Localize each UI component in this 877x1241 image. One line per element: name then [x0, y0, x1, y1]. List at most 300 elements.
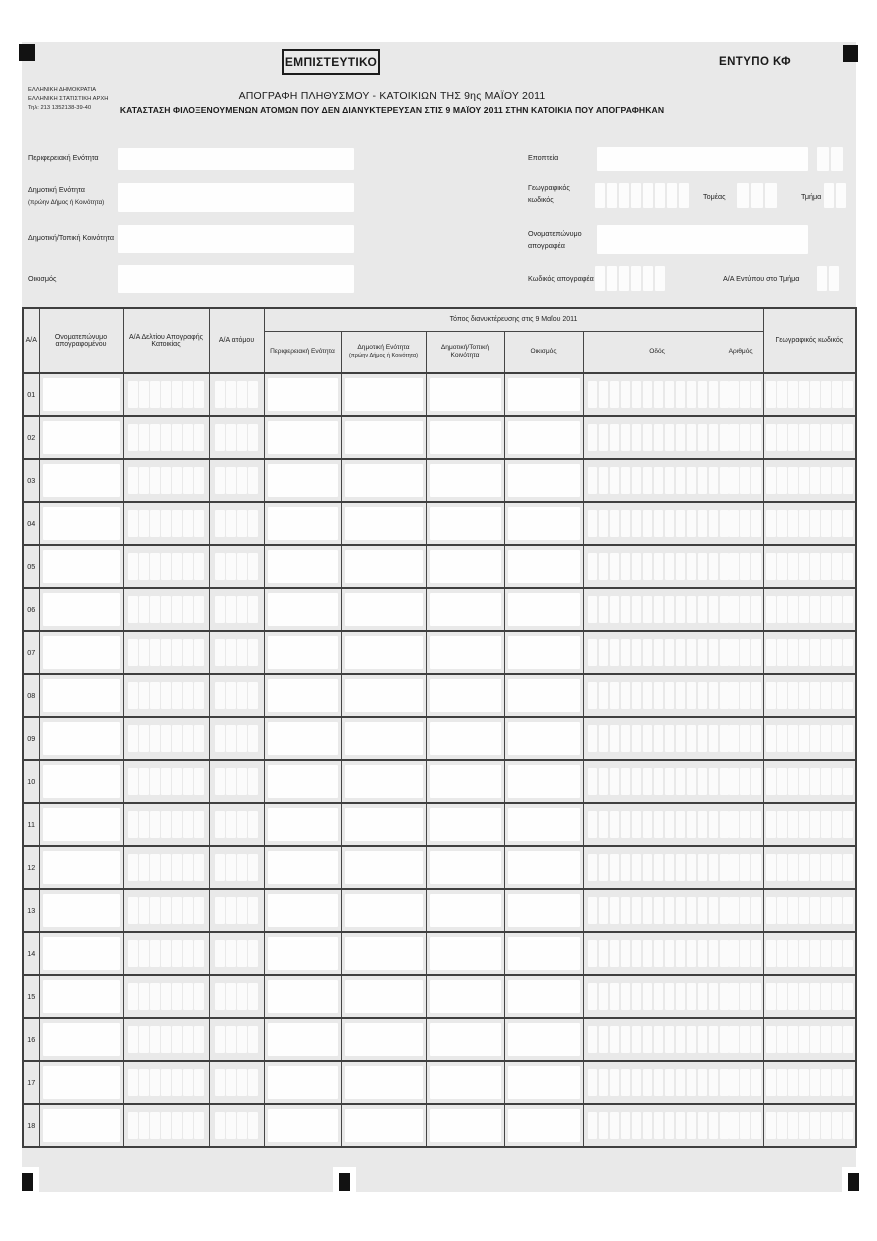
- char-box[interactable]: [595, 266, 605, 291]
- char-box[interactable]: [150, 983, 160, 1010]
- char-box[interactable]: [632, 424, 642, 451]
- char-box[interactable]: [832, 897, 842, 924]
- char-box[interactable]: [226, 811, 236, 838]
- char-box[interactable]: [150, 1112, 160, 1139]
- char-box[interactable]: [215, 854, 225, 881]
- char-box[interactable]: [139, 811, 149, 838]
- char-box[interactable]: [643, 596, 653, 623]
- char-box[interactable]: [237, 854, 247, 881]
- char-box[interactable]: [766, 682, 776, 709]
- char-box[interactable]: [832, 983, 842, 1010]
- char-box[interactable]: [687, 983, 697, 1010]
- row-geo-code-input[interactable]: [764, 718, 856, 759]
- char-box[interactable]: [788, 596, 798, 623]
- char-box[interactable]: [709, 983, 719, 1010]
- char-box[interactable]: [654, 897, 664, 924]
- char-box[interactable]: [237, 639, 247, 666]
- row-geo-code-input[interactable]: [764, 1105, 856, 1146]
- row-regional-unit-input[interactable]: [268, 722, 338, 755]
- municipal-local-community-input[interactable]: [118, 225, 354, 253]
- enumerator-name-input[interactable]: [597, 225, 808, 254]
- char-box[interactable]: [788, 467, 798, 494]
- char-box[interactable]: [709, 510, 719, 537]
- char-box[interactable]: [607, 266, 617, 291]
- char-box[interactable]: [215, 682, 225, 709]
- char-box[interactable]: [172, 424, 182, 451]
- row-street-number-input[interactable]: [729, 682, 761, 709]
- char-box[interactable]: [610, 596, 620, 623]
- char-box[interactable]: [698, 854, 708, 881]
- char-box[interactable]: [237, 1026, 247, 1053]
- char-box[interactable]: [248, 1069, 258, 1096]
- char-box[interactable]: [599, 768, 609, 795]
- char-box[interactable]: [643, 266, 653, 291]
- char-box[interactable]: [183, 854, 193, 881]
- row-municipal-local-community-input[interactable]: [430, 1023, 501, 1056]
- char-box[interactable]: [610, 725, 620, 752]
- char-box[interactable]: [832, 854, 842, 881]
- char-box[interactable]: [777, 682, 787, 709]
- char-box[interactable]: [588, 940, 598, 967]
- row-street-input[interactable]: [588, 553, 730, 580]
- char-box[interactable]: [139, 596, 149, 623]
- char-box[interactable]: [766, 467, 776, 494]
- char-box[interactable]: [237, 725, 247, 752]
- char-box[interactable]: [687, 510, 697, 537]
- guest-name-input[interactable]: [43, 851, 120, 884]
- char-box[interactable]: [698, 983, 708, 1010]
- char-box[interactable]: [588, 983, 598, 1010]
- row-street-number-input[interactable]: [729, 768, 761, 795]
- char-box[interactable]: [128, 424, 138, 451]
- char-box[interactable]: [128, 596, 138, 623]
- char-box[interactable]: [595, 183, 605, 208]
- char-box[interactable]: [237, 1069, 247, 1096]
- char-box[interactable]: [720, 897, 730, 924]
- char-box[interactable]: [215, 897, 225, 924]
- char-box[interactable]: [687, 639, 697, 666]
- guest-name-input[interactable]: [43, 1109, 120, 1142]
- char-box[interactable]: [709, 1069, 719, 1096]
- char-box[interactable]: [632, 596, 642, 623]
- dwelling-form-serial-input[interactable]: [124, 374, 209, 415]
- char-box[interactable]: [832, 1112, 842, 1139]
- char-box[interactable]: [226, 682, 236, 709]
- char-box[interactable]: [248, 983, 258, 1010]
- row-street-number-input[interactable]: [729, 983, 761, 1010]
- char-box[interactable]: [161, 467, 171, 494]
- char-box[interactable]: [161, 510, 171, 537]
- char-box[interactable]: [687, 897, 697, 924]
- char-box[interactable]: [720, 639, 730, 666]
- char-box[interactable]: [709, 1112, 719, 1139]
- row-municipal-unit-input[interactable]: [345, 808, 423, 841]
- char-box[interactable]: [687, 725, 697, 752]
- char-box[interactable]: [676, 940, 686, 967]
- dwelling-form-serial-input[interactable]: [124, 460, 209, 501]
- dwelling-form-serial-input[interactable]: [124, 1019, 209, 1060]
- row-street-number-input[interactable]: [729, 510, 761, 537]
- char-box[interactable]: [248, 1026, 258, 1053]
- char-box[interactable]: [183, 424, 193, 451]
- char-box[interactable]: [766, 1112, 776, 1139]
- char-box[interactable]: [665, 510, 675, 537]
- char-box[interactable]: [665, 639, 675, 666]
- person-serial-input[interactable]: [210, 933, 264, 974]
- row-settlement-input[interactable]: [508, 1066, 580, 1099]
- char-box[interactable]: [139, 1026, 149, 1053]
- char-box[interactable]: [676, 510, 686, 537]
- char-box[interactable]: [720, 854, 730, 881]
- char-box[interactable]: [810, 1026, 820, 1053]
- char-box[interactable]: [740, 983, 750, 1010]
- person-serial-input[interactable]: [210, 976, 264, 1017]
- char-box[interactable]: [139, 424, 149, 451]
- row-street-number-input[interactable]: [729, 897, 761, 924]
- char-box[interactable]: [821, 983, 831, 1010]
- char-box[interactable]: [766, 1026, 776, 1053]
- row-street-input[interactable]: [588, 1069, 730, 1096]
- char-box[interactable]: [832, 940, 842, 967]
- row-street-number-input[interactable]: [729, 553, 761, 580]
- char-box[interactable]: [766, 510, 776, 537]
- row-municipal-unit-input[interactable]: [345, 679, 423, 712]
- person-serial-input[interactable]: [210, 632, 264, 673]
- char-box[interactable]: [150, 553, 160, 580]
- guest-name-input[interactable]: [43, 679, 120, 712]
- char-box[interactable]: [665, 811, 675, 838]
- char-box[interactable]: [654, 854, 664, 881]
- char-box[interactable]: [226, 983, 236, 1010]
- char-box[interactable]: [599, 510, 609, 537]
- regional-unit-input[interactable]: [118, 148, 354, 170]
- char-box[interactable]: [128, 854, 138, 881]
- char-box[interactable]: [751, 1026, 761, 1053]
- row-municipal-unit-input[interactable]: [345, 378, 423, 411]
- char-box[interactable]: [832, 467, 842, 494]
- char-box[interactable]: [729, 553, 739, 580]
- char-box[interactable]: [821, 510, 831, 537]
- char-box[interactable]: [720, 725, 730, 752]
- person-serial-input[interactable]: [210, 804, 264, 845]
- dwelling-form-serial-input[interactable]: [124, 890, 209, 931]
- char-box[interactable]: [843, 596, 853, 623]
- char-box[interactable]: [777, 596, 787, 623]
- char-box[interactable]: [172, 510, 182, 537]
- char-box[interactable]: [729, 940, 739, 967]
- char-box[interactable]: [788, 381, 798, 408]
- char-box[interactable]: [150, 467, 160, 494]
- char-box[interactable]: [654, 940, 664, 967]
- char-box[interactable]: [632, 897, 642, 924]
- char-box[interactable]: [194, 983, 204, 1010]
- char-box[interactable]: [248, 682, 258, 709]
- char-box[interactable]: [654, 596, 664, 623]
- char-box[interactable]: [687, 467, 697, 494]
- char-box[interactable]: [766, 596, 776, 623]
- person-serial-input[interactable]: [210, 460, 264, 501]
- char-box[interactable]: [676, 639, 686, 666]
- char-box[interactable]: [698, 682, 708, 709]
- char-box[interactable]: [720, 553, 730, 580]
- char-box[interactable]: [139, 639, 149, 666]
- char-box[interactable]: [161, 1069, 171, 1096]
- char-box[interactable]: [654, 467, 664, 494]
- dwelling-form-serial-input[interactable]: [124, 933, 209, 974]
- person-serial-input[interactable]: [210, 589, 264, 630]
- settlement-input[interactable]: [118, 265, 354, 293]
- char-box[interactable]: [150, 682, 160, 709]
- char-box[interactable]: [665, 467, 675, 494]
- char-box[interactable]: [619, 183, 629, 208]
- char-box[interactable]: [687, 1026, 697, 1053]
- char-box[interactable]: [161, 381, 171, 408]
- char-box[interactable]: [248, 381, 258, 408]
- char-box[interactable]: [248, 424, 258, 451]
- row-street-input[interactable]: [588, 1026, 730, 1053]
- char-box[interactable]: [237, 1112, 247, 1139]
- char-box[interactable]: [799, 553, 809, 580]
- char-box[interactable]: [777, 510, 787, 537]
- row-regional-unit-input[interactable]: [268, 679, 338, 712]
- char-box[interactable]: [139, 381, 149, 408]
- char-box[interactable]: [799, 1112, 809, 1139]
- char-box[interactable]: [588, 1026, 598, 1053]
- char-box[interactable]: [621, 424, 631, 451]
- char-box[interactable]: [788, 854, 798, 881]
- char-box[interactable]: [588, 424, 598, 451]
- char-box[interactable]: [610, 639, 620, 666]
- char-box[interactable]: [248, 811, 258, 838]
- char-box[interactable]: [610, 467, 620, 494]
- char-box[interactable]: [654, 1069, 664, 1096]
- char-box[interactable]: [610, 1112, 620, 1139]
- char-box[interactable]: [799, 682, 809, 709]
- char-box[interactable]: [698, 768, 708, 795]
- char-box[interactable]: [215, 1069, 225, 1096]
- char-box[interactable]: [729, 983, 739, 1010]
- char-box[interactable]: [621, 596, 631, 623]
- char-box[interactable]: [720, 682, 730, 709]
- char-box[interactable]: [183, 940, 193, 967]
- char-box[interactable]: [128, 940, 138, 967]
- char-box[interactable]: [832, 424, 842, 451]
- char-box[interactable]: [788, 897, 798, 924]
- char-box[interactable]: [810, 1069, 820, 1096]
- char-box[interactable]: [751, 725, 761, 752]
- char-box[interactable]: [788, 983, 798, 1010]
- char-box[interactable]: [799, 510, 809, 537]
- char-box[interactable]: [621, 510, 631, 537]
- char-box[interactable]: [654, 811, 664, 838]
- char-box[interactable]: [709, 639, 719, 666]
- row-regional-unit-input[interactable]: [268, 1023, 338, 1056]
- char-box[interactable]: [610, 381, 620, 408]
- char-box[interactable]: [709, 381, 719, 408]
- char-box[interactable]: [709, 811, 719, 838]
- char-box[interactable]: [610, 768, 620, 795]
- char-box[interactable]: [698, 1026, 708, 1053]
- char-box[interactable]: [788, 510, 798, 537]
- char-box[interactable]: [215, 381, 225, 408]
- char-box[interactable]: [654, 768, 664, 795]
- char-box[interactable]: [740, 897, 750, 924]
- char-box[interactable]: [777, 467, 787, 494]
- char-box[interactable]: [676, 768, 686, 795]
- char-box[interactable]: [248, 553, 258, 580]
- char-box[interactable]: [665, 1069, 675, 1096]
- char-box[interactable]: [610, 983, 620, 1010]
- row-settlement-input[interactable]: [508, 636, 580, 669]
- char-box[interactable]: [643, 183, 653, 208]
- row-street-input[interactable]: [588, 811, 730, 838]
- char-box[interactable]: [139, 897, 149, 924]
- char-box[interactable]: [588, 467, 598, 494]
- row-municipal-unit-input[interactable]: [345, 722, 423, 755]
- dwelling-form-serial-input[interactable]: [124, 503, 209, 544]
- char-box[interactable]: [843, 897, 853, 924]
- char-box[interactable]: [632, 1069, 642, 1096]
- char-box[interactable]: [729, 768, 739, 795]
- person-serial-input[interactable]: [210, 847, 264, 888]
- char-box[interactable]: [720, 1112, 730, 1139]
- char-box[interactable]: [128, 983, 138, 1010]
- char-box[interactable]: [832, 553, 842, 580]
- row-regional-unit-input[interactable]: [268, 1109, 338, 1142]
- char-box[interactable]: [676, 467, 686, 494]
- char-box[interactable]: [777, 553, 787, 580]
- row-geo-code-input[interactable]: [764, 589, 856, 630]
- char-box[interactable]: [665, 725, 675, 752]
- char-box[interactable]: [654, 639, 664, 666]
- char-box[interactable]: [709, 596, 719, 623]
- char-box[interactable]: [150, 854, 160, 881]
- char-box[interactable]: [766, 1069, 776, 1096]
- row-regional-unit-input[interactable]: [268, 507, 338, 540]
- char-box[interactable]: [172, 983, 182, 1010]
- char-box[interactable]: [777, 940, 787, 967]
- char-box[interactable]: [248, 1112, 258, 1139]
- char-box[interactable]: [128, 510, 138, 537]
- char-box[interactable]: [161, 424, 171, 451]
- char-box[interactable]: [665, 553, 675, 580]
- char-box[interactable]: [676, 854, 686, 881]
- row-municipal-unit-input[interactable]: [345, 464, 423, 497]
- char-box[interactable]: [687, 940, 697, 967]
- row-regional-unit-input[interactable]: [268, 636, 338, 669]
- row-settlement-input[interactable]: [508, 593, 580, 626]
- char-box[interactable]: [817, 266, 827, 291]
- row-street-input[interactable]: [588, 510, 730, 537]
- char-box[interactable]: [161, 811, 171, 838]
- row-settlement-input[interactable]: [508, 808, 580, 841]
- char-box[interactable]: [588, 596, 598, 623]
- char-box[interactable]: [183, 682, 193, 709]
- dwelling-form-serial-input[interactable]: [124, 804, 209, 845]
- char-box[interactable]: [676, 381, 686, 408]
- char-box[interactable]: [183, 639, 193, 666]
- char-box[interactable]: [665, 596, 675, 623]
- char-box[interactable]: [687, 596, 697, 623]
- guest-name-input[interactable]: [43, 421, 120, 454]
- char-box[interactable]: [843, 983, 853, 1010]
- row-regional-unit-input[interactable]: [268, 808, 338, 841]
- char-box[interactable]: [632, 1026, 642, 1053]
- char-box[interactable]: [161, 940, 171, 967]
- char-box[interactable]: [599, 596, 609, 623]
- char-box[interactable]: [751, 467, 761, 494]
- char-box[interactable]: [237, 510, 247, 537]
- char-box[interactable]: [788, 639, 798, 666]
- char-box[interactable]: [843, 424, 853, 451]
- char-box[interactable]: [832, 596, 842, 623]
- char-box[interactable]: [737, 183, 749, 208]
- row-street-number-input[interactable]: [729, 467, 761, 494]
- char-box[interactable]: [150, 424, 160, 451]
- char-box[interactable]: [621, 940, 631, 967]
- char-box[interactable]: [751, 639, 761, 666]
- char-box[interactable]: [588, 725, 598, 752]
- char-box[interactable]: [676, 983, 686, 1010]
- char-box[interactable]: [751, 768, 761, 795]
- row-regional-unit-input[interactable]: [268, 980, 338, 1013]
- char-box[interactable]: [720, 940, 730, 967]
- char-box[interactable]: [843, 1112, 853, 1139]
- char-box[interactable]: [810, 510, 820, 537]
- char-box[interactable]: [687, 811, 697, 838]
- char-box[interactable]: [183, 1026, 193, 1053]
- char-box[interactable]: [621, 639, 631, 666]
- char-box[interactable]: [643, 467, 653, 494]
- char-box[interactable]: [226, 1069, 236, 1096]
- char-box[interactable]: [643, 682, 653, 709]
- char-box[interactable]: [139, 854, 149, 881]
- dwelling-form-serial-input[interactable]: [124, 546, 209, 587]
- char-box[interactable]: [729, 424, 739, 451]
- char-box[interactable]: [821, 1112, 831, 1139]
- char-box[interactable]: [610, 510, 620, 537]
- row-municipal-local-community-input[interactable]: [430, 679, 501, 712]
- char-box[interactable]: [665, 897, 675, 924]
- char-box[interactable]: [237, 897, 247, 924]
- char-box[interactable]: [698, 639, 708, 666]
- char-box[interactable]: [248, 510, 258, 537]
- char-box[interactable]: [709, 424, 719, 451]
- char-box[interactable]: [751, 983, 761, 1010]
- row-municipal-unit-input[interactable]: [345, 1109, 423, 1142]
- char-box[interactable]: [172, 725, 182, 752]
- char-box[interactable]: [161, 725, 171, 752]
- char-box[interactable]: [632, 854, 642, 881]
- char-box[interactable]: [610, 854, 620, 881]
- char-box[interactable]: [687, 854, 697, 881]
- row-settlement-input[interactable]: [508, 980, 580, 1013]
- char-box[interactable]: [621, 897, 631, 924]
- guest-name-input[interactable]: [43, 1023, 120, 1056]
- char-box[interactable]: [215, 1026, 225, 1053]
- char-box[interactable]: [709, 682, 719, 709]
- char-box[interactable]: [709, 897, 719, 924]
- char-box[interactable]: [226, 897, 236, 924]
- row-street-input[interactable]: [588, 467, 730, 494]
- char-box[interactable]: [172, 1069, 182, 1096]
- char-box[interactable]: [183, 1112, 193, 1139]
- row-settlement-input[interactable]: [508, 937, 580, 970]
- char-box[interactable]: [248, 940, 258, 967]
- char-box[interactable]: [655, 266, 665, 291]
- row-settlement-input[interactable]: [508, 1109, 580, 1142]
- row-street-number-input[interactable]: [729, 854, 761, 881]
